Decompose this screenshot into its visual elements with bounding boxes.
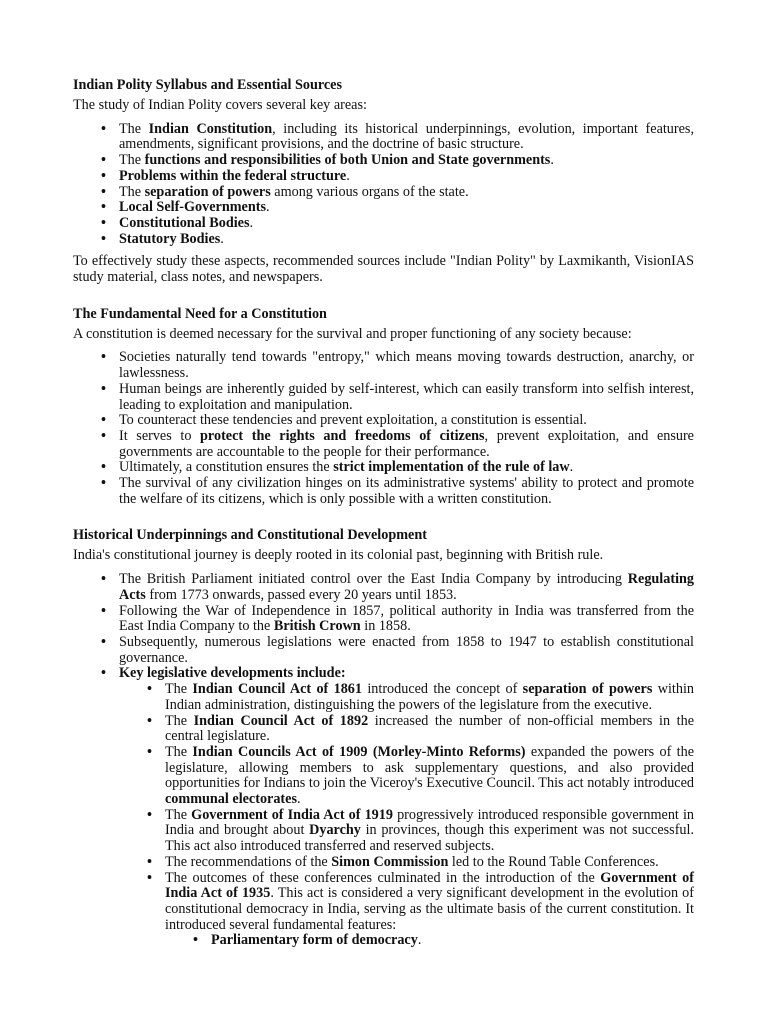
list-item: • Human beings are inherently guided by self-interest, which can easily transform into selfish interest, leading to exploitation and manipulation.: [73, 382, 694, 413]
section-heading-need: The Fundamental Need for a Constitution: [73, 305, 327, 322]
nested-bullet-list: [119, 933, 694, 949]
list-item: • The Indian Councils Act of 1909 (Morley-Minto Reforms) expanded the powers of the legislature, allowing members to ask supplementary questions, and also provided opportunities for Indians to join the Viceroy's Executive Council. This act notably introduced communal electorates.: [119, 745, 694, 808]
list-item: • Following the War of Independence in 1857, political authority in India was transferred from the East India Company to the British Crown in 1858.: [73, 604, 694, 635]
list-item: • The Indian Council Act of 1892 increased the number of non-official members in the central legislature.: [119, 714, 694, 745]
list-item: • The survival of any civilization hinges on its administrative systems' ability to protect and promote the welfare of its citizens, which is only possible with a written constitution.: [73, 476, 694, 507]
section-heading-syllabus: Indian Polity Syllabus and Essential Sources: [73, 77, 342, 93]
list-item: • The separation of powers among various organs of the state.: [73, 185, 694, 201]
bullet-list: [73, 572, 694, 682]
list-item: • To counteract these tendencies and prevent exploitation, a constitution is essential.: [73, 413, 694, 429]
list-item: • It serves to protect the rights and freedoms of citizens, prevent exploitation, and ensure governments are accountable to the people for their performance.: [73, 429, 694, 460]
section-heading-history: Historical Underpinnings and Constitutional Development: [73, 527, 427, 544]
list-item: • The recommendations of the Simon Commission led to the Round Table Conferences.: [119, 855, 694, 871]
document-body: [73, 77, 694, 949]
list-item: • The outcomes of these conferences culminated in the introduction of the Government of India Act of 1935. This act is considered a very significant development in the evolution of constitutional democracy in India, serving as the ultimate basis of the current constitution. It introduced several fundamental features:: [119, 871, 694, 934]
list-item: • Constitutional Bodies.: [73, 216, 694, 232]
nested-bullet-list: [165, 933, 694, 949]
paragraph: A constitution is deemed necessary for the survival and proper functioning of any society because:: [73, 325, 632, 342]
list-item: • The Indian Council Act of 1861 introduced the concept of separation of powers within Indian administration, distinguishing the powers of the legislature from the executive.: [119, 682, 694, 713]
list-item: • Local Self-Governments.: [73, 200, 694, 216]
list-item: • Societies naturally tend towards "entropy," which means moving towards destruction, anarchy, or lawlessness.: [73, 350, 694, 381]
list-item: • Parliamentary form of democracy.: [165, 933, 694, 949]
list-item: • Ultimately, a constitution ensures the strict implementation of the rule of law.: [73, 460, 694, 476]
list-item-wrapper: [119, 933, 694, 949]
list-item: • The British Parliament initiated control over the East India Company by introducing Regulating Acts from 1773 onwards, passed every 20 years until 1853.: [73, 572, 694, 603]
list-item: • The functions and responsibilities of both Union and State governments.: [73, 153, 694, 169]
list-item: • Statutory Bodies.: [73, 232, 694, 248]
paragraph: The study of Indian Polity covers several key areas:: [73, 97, 367, 113]
list-item: • Subsequently, numerous legislations were enacted from 1858 to 1947 to establish constitutional governance.: [73, 635, 694, 666]
bullet-list: [73, 122, 694, 248]
list-item: • Problems within the federal structure.: [73, 169, 694, 185]
bullet-list: [73, 350, 694, 507]
list-item: • The Indian Constitution, including its historical underpinnings, evolution, important features, amendments, significant provisions, and the doctrine of basic structure.: [73, 122, 694, 153]
paragraph: India's constitutional journey is deeply rooted in its colonial past, beginning with British rule.: [73, 547, 604, 564]
list-item: • The Government of India Act of 1919 progressively introduced responsible government in India and brought about Dyarchy in provinces, though this experiment was not successful. This act also introduced transferred and reserved subjects.: [119, 808, 694, 855]
list-item: • Key legislative developments include:: [73, 666, 694, 682]
nested-bullet-list: [119, 682, 694, 933]
paragraph: To effectively study these aspects, recommended sources include "Indian Polity" by Laxmikanth, VisionIAS study material, class notes, and newspapers.: [73, 253, 694, 286]
